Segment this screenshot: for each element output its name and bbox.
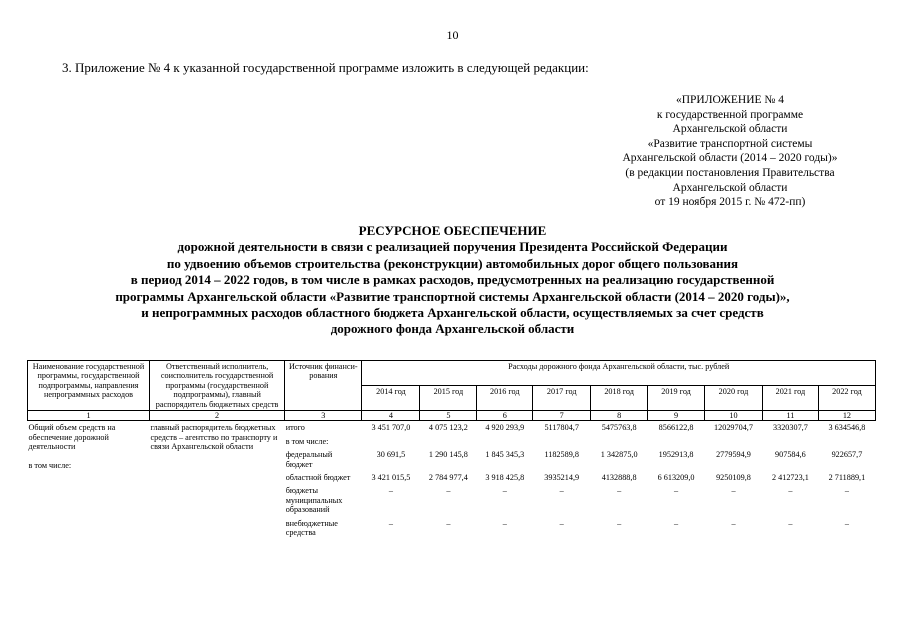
- title-line: дорожного фонда Архангельской области: [330, 321, 575, 337]
- header-year: 2021 год: [762, 386, 818, 411]
- source-cell: областной бюджет: [285, 473, 351, 483]
- value-cell: 3935214,9: [544, 473, 580, 483]
- header-program-name: Наименование государственной программы, государственной подпрограммы, направления непрограммных расходов: [28, 361, 150, 411]
- appendix-line: Архангельской области (2014 – 2020 годы)»: [622, 152, 838, 165]
- value-cell: 12029704,7: [714, 423, 753, 433]
- title-line: РЕСУРСНОЕ ОБЕСПЕЧЕНИЕ: [358, 223, 547, 238]
- program-name-cell: [28, 421, 150, 540]
- value-cell: –: [502, 518, 507, 528]
- value-cell: [648, 435, 705, 448]
- header-year: 2019 год: [648, 386, 705, 411]
- column-number: 12: [818, 411, 875, 421]
- appendix-line: (в редакции постановления Правительства: [625, 166, 835, 179]
- value-cell: –: [674, 486, 679, 496]
- value-cell: 2 784 977,4: [428, 473, 468, 483]
- source-cell: федеральный бюджет: [285, 450, 333, 469]
- column-number: 9: [648, 411, 705, 421]
- appendix-line: «Развитие транспортной системы: [647, 137, 813, 150]
- value-cell: –: [788, 518, 793, 528]
- source-cell: внебюджетные средства: [285, 518, 338, 538]
- column-number: 6: [477, 411, 533, 421]
- header-year: 2014 год: [362, 386, 420, 411]
- value-cell: 922657,7: [831, 450, 863, 460]
- title-line: и непрограммных расходов областного бюджета Архангельской области, осуществляемых за счет средств: [141, 305, 764, 321]
- value-cell: 9250109,8: [716, 473, 751, 483]
- appendix-header: [580, 93, 880, 210]
- column-number: 5: [420, 411, 477, 421]
- value-cell: [477, 435, 533, 448]
- program-name: Общий объем средств на обеспечение дорожной деятельности: [28, 423, 116, 452]
- value-cell: [762, 435, 818, 448]
- value-cell: –: [446, 486, 451, 496]
- value-cell: –: [617, 518, 622, 528]
- header-year: 2016 год: [477, 386, 533, 411]
- value-cell: 2 412723,1: [771, 473, 809, 483]
- column-number: 3: [285, 411, 362, 421]
- value-cell: –: [674, 518, 679, 528]
- column-number: 2: [150, 411, 285, 421]
- value-cell: 1 290 145,8: [428, 450, 468, 460]
- appendix-line: к государственной программе: [656, 108, 804, 121]
- value-cell: 5475763,8: [601, 423, 637, 433]
- header-year: 2020 год: [705, 386, 763, 411]
- value-cell: [705, 435, 763, 448]
- page-number: 10: [446, 28, 459, 42]
- value-cell: –: [731, 518, 736, 528]
- header-funding-source: Источник финанси-рования: [285, 361, 362, 411]
- program-name-sub: в том числе:: [28, 460, 72, 470]
- value-cell: 1952913,8: [658, 450, 694, 460]
- header-executor: Ответственный исполнитель, соисполнитель государственной программы (государственной подпрограммы), главный распорядитель бюджетных средств: [150, 361, 285, 411]
- value-cell: 3 421 015,5: [371, 473, 411, 483]
- value-cell: –: [559, 486, 564, 496]
- value-cell: 4 920 293,9: [485, 423, 525, 433]
- value-cell: 30 691,5: [376, 450, 406, 460]
- value-cell: 1 342875,0: [600, 450, 638, 460]
- source-cell: бюджеты муниципальных образований: [285, 486, 343, 515]
- value-cell: 6 613209,0: [657, 473, 695, 483]
- header-year: 2015 год: [420, 386, 477, 411]
- title-line: в период 2014 – 2022 годов, в том числе в рамках расходов, предусмотренных на реализацию государственной: [130, 272, 775, 288]
- value-cell: 1 845 345,3: [485, 450, 525, 460]
- resource-table: [27, 360, 876, 540]
- title-line: по удвоению объемов строительства (реконструкции) автомобильных дорог общего пользования: [166, 255, 739, 271]
- value-cell: [533, 435, 591, 448]
- source-cell: в том числе:: [285, 436, 329, 446]
- column-number: 7: [533, 411, 591, 421]
- executor-cell: главный распорядитель бюджетных средств – агентство по транспорту и связи Архангельской области: [150, 423, 278, 452]
- document-title: [0, 223, 905, 338]
- value-cell: –: [844, 486, 849, 496]
- column-number: 4: [362, 411, 420, 421]
- appendix-line: от 19 ноября 2015 г. № 472-пп): [654, 196, 806, 209]
- value-cell: –: [446, 518, 451, 528]
- value-cell: 1182589,8: [544, 450, 579, 460]
- title-line: программы Архангельской области «Развитие транспортной системы Архангельской области (2014 – 2020 годы)»,: [115, 288, 790, 304]
- title-line: дорожной деятельности в связи с реализацией поручения Президента Российской Федерации: [177, 239, 728, 255]
- column-number: 1: [28, 411, 150, 421]
- value-cell: –: [388, 486, 393, 496]
- column-number: 11: [762, 411, 818, 421]
- value-cell: 3 634546,8: [828, 423, 866, 433]
- appendix-line: Архангельской области: [672, 181, 788, 194]
- value-cell: 907584,6: [775, 450, 806, 460]
- value-cell: –: [388, 518, 393, 528]
- value-cell: 4 075 123,2: [428, 423, 468, 433]
- appendix-line: Архангельской области: [672, 123, 788, 136]
- header-year: 2018 год: [591, 386, 648, 411]
- source-cell: итого: [285, 423, 305, 433]
- value-cell: 2 711889,1: [828, 473, 866, 483]
- header-expenses: Расходы дорожного фонда Архангельской области, тыс. рублей: [362, 361, 876, 386]
- value-cell: 2779594,9: [716, 450, 751, 460]
- value-cell: 5117804,7: [544, 423, 579, 433]
- value-cell: [591, 435, 648, 448]
- value-cell: –: [788, 486, 793, 496]
- column-number: 8: [591, 411, 648, 421]
- value-cell: [362, 435, 420, 448]
- header-year: 2022 год: [818, 386, 875, 411]
- value-cell: –: [559, 518, 564, 528]
- value-cell: –: [731, 486, 736, 496]
- value-cell: –: [502, 486, 507, 496]
- value-cell: [420, 435, 477, 448]
- value-cell: 3320307,7: [773, 423, 808, 433]
- value-cell: 3 918 425,8: [485, 473, 525, 483]
- column-number: 10: [705, 411, 763, 421]
- value-cell: 3 451 707,0: [371, 423, 411, 433]
- value-cell: –: [617, 486, 622, 496]
- value-cell: 8566122,8: [658, 423, 694, 433]
- value-cell: –: [844, 518, 849, 528]
- value-cell: [818, 435, 875, 448]
- appendix-line: «ПРИЛОЖЕНИЕ № 4: [675, 94, 784, 106]
- intro-paragraph: 3. Приложение № 4 к указанной государственной программе изложить в следующей редакции:: [62, 60, 589, 75]
- value-cell: 4132888,8: [601, 473, 637, 483]
- table-row: [28, 421, 876, 435]
- header-year: 2017 год: [533, 386, 591, 411]
